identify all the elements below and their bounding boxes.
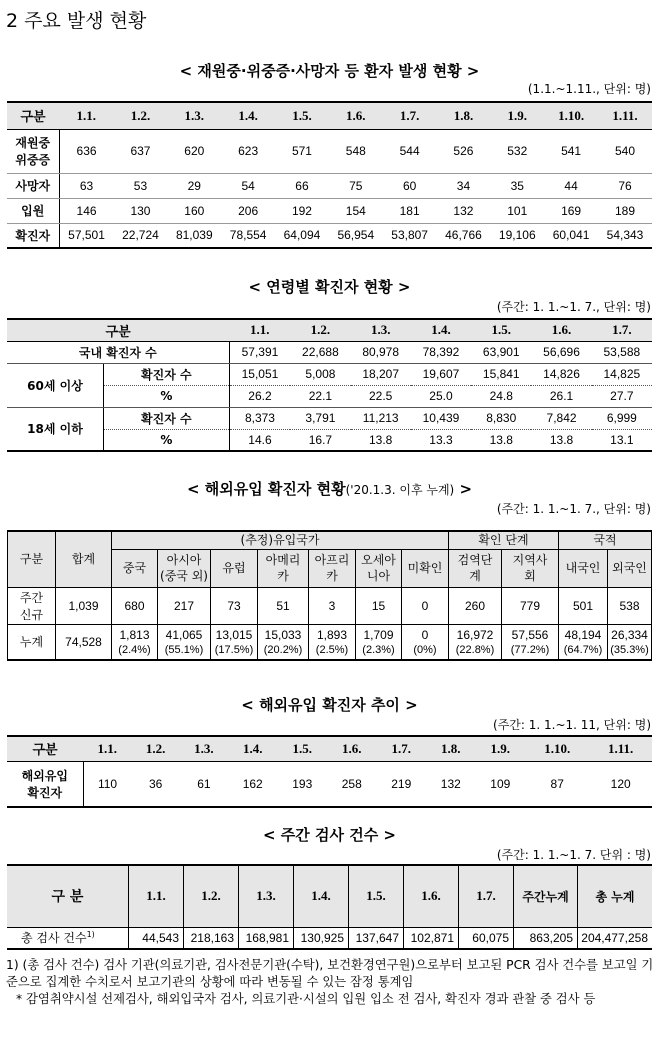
cell: 13.8 xyxy=(471,429,531,451)
cell: 60,041 xyxy=(544,223,598,248)
cell: 57,501 xyxy=(59,223,114,248)
row-label xyxy=(7,761,83,807)
cell: 57,391 xyxy=(229,341,290,363)
cell: 132 xyxy=(437,198,491,223)
cell: 78,554 xyxy=(221,223,275,248)
cell: 541 xyxy=(544,129,598,173)
cell-pct: (17.5%) xyxy=(214,643,254,656)
cell-pct: (20.2%) xyxy=(263,643,303,656)
age-header-cell: 1.6. xyxy=(531,319,591,341)
cell: 22.5 xyxy=(351,385,411,407)
cell: 102,871 xyxy=(404,927,459,949)
header-cell: 총 누계 xyxy=(578,865,653,927)
row-label: 입원 xyxy=(7,198,59,223)
header-cell: 구분 xyxy=(8,531,56,587)
cell: 120 xyxy=(610,776,631,791)
header-cell xyxy=(449,549,502,587)
table-row xyxy=(7,173,652,198)
severe-header-cell: 1.6. xyxy=(329,102,383,129)
cell: 132 xyxy=(440,776,461,791)
cell: 14.6 xyxy=(229,429,290,451)
header-cell xyxy=(158,549,211,587)
cell-value: 1,813 xyxy=(119,627,150,642)
cell-value: 13,015 xyxy=(215,627,253,642)
imported-title-main: < 해외유입 확진자 현황 xyxy=(186,480,346,498)
severe-header-cell: 구분 xyxy=(7,102,59,129)
header-line: (중국 외) xyxy=(160,569,208,583)
cell: 15,841 xyxy=(471,363,531,385)
age-header-cell: 1.1. xyxy=(229,319,290,341)
table-row xyxy=(7,341,652,363)
cell: 206 xyxy=(221,198,275,223)
header-cell: 구분 xyxy=(7,736,83,761)
cell: 863,205 xyxy=(514,927,578,949)
cell-value: 1,709 xyxy=(363,627,394,642)
cell xyxy=(449,624,502,660)
cell: 532 xyxy=(490,129,544,173)
cell-pct: (22.8%) xyxy=(455,643,495,656)
row-label: 확진자 xyxy=(7,223,59,248)
cell: 75 xyxy=(329,173,383,198)
header-cell: 1.3. xyxy=(180,736,228,761)
severe-header-cell: 1.1. xyxy=(59,102,114,129)
cell: 46,766 xyxy=(437,223,491,248)
cell: 19,106 xyxy=(490,223,544,248)
footnotes xyxy=(6,957,656,1008)
header-cell: 1.11. xyxy=(589,736,652,761)
cell: 623 xyxy=(221,129,275,173)
cell: 169 xyxy=(544,198,598,223)
cell: 22.1 xyxy=(290,385,350,407)
cell: 53 xyxy=(114,173,168,198)
cell: 54 xyxy=(221,173,275,198)
imported-table-unit: (주간: 1. 1.~1. 7., 단위: 명) xyxy=(496,502,651,516)
severe-header-cell: 1.11. xyxy=(598,102,652,129)
cell: 620 xyxy=(167,129,221,173)
table-row xyxy=(7,385,652,407)
cell: 260 xyxy=(449,587,502,624)
row-label: 누계 xyxy=(8,624,56,660)
age-header-cell: 1.5. xyxy=(471,319,531,341)
severe-table-title: < 재원중·위중증·사망자 등 환자 발생 현황 > xyxy=(179,62,480,80)
cell: 27.7 xyxy=(592,385,652,407)
header-line: 카 xyxy=(326,569,338,583)
cell: 6,999 xyxy=(592,407,652,429)
cell: 109 xyxy=(490,776,511,791)
age-header-cell: 1.3. xyxy=(351,319,411,341)
header-cell: 1.1. xyxy=(129,865,184,927)
header-cell: 1.10. xyxy=(525,736,589,761)
header-cell xyxy=(258,549,309,587)
age-header-cell: 1.2. xyxy=(290,319,350,341)
cell-pct: (2.3%) xyxy=(362,643,395,656)
cell: 74,528 xyxy=(56,624,112,660)
sub-label: 확진자 수 xyxy=(104,407,230,429)
cell: 538 xyxy=(608,587,652,624)
table-row xyxy=(7,407,652,429)
sub-label: % xyxy=(104,385,230,407)
cell: 146 xyxy=(59,198,114,223)
header-cell: 1.5. xyxy=(277,736,327,761)
cell: 22,688 xyxy=(290,341,350,363)
group-label: 18세 이하 xyxy=(7,407,104,451)
header-cell: 1.1. xyxy=(83,736,132,761)
cell: 13.8 xyxy=(351,429,411,451)
cell: 73 xyxy=(211,587,258,624)
cell: 7,842 xyxy=(531,407,591,429)
cell: 154 xyxy=(329,198,383,223)
tests-table-unit: (주간: 1. 1.~1. 7. 단위 : 명) xyxy=(496,848,651,862)
header-cell: 1.3. xyxy=(239,865,294,927)
group-label: 60세 이상 xyxy=(7,363,104,407)
header-cell: 1.9. xyxy=(476,736,526,761)
cell: 130,925 xyxy=(294,927,349,949)
imported-table-title xyxy=(0,478,659,499)
cell: 44 xyxy=(544,173,598,198)
cell: 14,826 xyxy=(531,363,591,385)
cell: 137,647 xyxy=(349,927,404,949)
header-line: 아프리 xyxy=(314,553,350,567)
tests-table xyxy=(7,864,652,950)
cell xyxy=(211,624,258,660)
cell: 130 xyxy=(114,198,168,223)
cell: 15 xyxy=(356,587,402,624)
tests-table-title: < 주간 검사 건수 > xyxy=(263,826,396,844)
cell xyxy=(112,624,158,660)
cell: 53,588 xyxy=(592,341,652,363)
cell: 193 xyxy=(292,776,313,791)
cell: 637 xyxy=(114,129,168,173)
cell-pct: (2.5%) xyxy=(315,643,349,656)
cell: 34 xyxy=(437,173,491,198)
severe-table-unit: (1.1.~1.11., 단위: 명) xyxy=(527,82,651,96)
cell: 87 xyxy=(550,776,564,791)
cell: 56,954 xyxy=(329,223,383,248)
cell: 35 xyxy=(490,173,544,198)
cell: 22,724 xyxy=(114,223,168,248)
table-row xyxy=(8,587,652,624)
header-cell: 미확인 xyxy=(402,549,449,587)
header-line: 카 xyxy=(277,569,289,583)
cell-value: 1,893 xyxy=(316,627,348,642)
cell-value: 15,033 xyxy=(264,627,302,642)
cell: 219 xyxy=(391,776,412,791)
table-row xyxy=(7,129,652,173)
cell: 636 xyxy=(59,129,114,173)
cell: 25.0 xyxy=(411,385,471,407)
cell: 10,439 xyxy=(411,407,471,429)
header-cell: 확인 단계 xyxy=(449,531,559,549)
header-cell xyxy=(502,549,559,587)
cell: 11,213 xyxy=(351,407,411,429)
header-cell: 외국인 xyxy=(608,549,652,587)
trend-header-row xyxy=(7,736,652,761)
imported-title-end: > xyxy=(454,480,473,498)
header-line: 아시아 xyxy=(166,553,202,567)
cell: 18,207 xyxy=(351,363,411,385)
footnote-1: 1) (총 검사 건수) 검사 기관(의료기관, 검사전문기관(수탁), 보건환경연구원)으로부터 보고된 PCR 검사 건수를 보고일 기준으로 집계한 수치로서 보고기관의 상황에 따라 변동될 수 있는 잠정 통계임 xyxy=(6,958,654,989)
cell: 19,607 xyxy=(411,363,471,385)
cell-pct: (0%) xyxy=(413,643,437,656)
cell: 217 xyxy=(158,587,211,624)
cell: 501 xyxy=(559,587,608,624)
cell xyxy=(356,624,402,660)
sub-label: % xyxy=(104,429,230,451)
cell: 78,392 xyxy=(411,341,471,363)
table-row xyxy=(7,927,652,949)
imported-table xyxy=(7,530,652,661)
header-line: 니아 xyxy=(366,569,391,583)
header-cell: 1.4. xyxy=(228,736,278,761)
cell: 26.2 xyxy=(229,385,290,407)
age-table xyxy=(7,318,652,452)
cell: 5,008 xyxy=(290,363,350,385)
header-cell: 1.7. xyxy=(459,865,514,927)
cell-value: 26,334 xyxy=(611,627,648,642)
cell-value: 16,972 xyxy=(456,627,494,642)
header-cell: 1.4. xyxy=(294,865,349,927)
cell-pct: (64.7%) xyxy=(563,643,603,656)
cell: 56,696 xyxy=(531,341,591,363)
row-label-line: 주간 xyxy=(19,590,44,605)
cell: 526 xyxy=(437,129,491,173)
header-line: 검역단 xyxy=(457,553,493,567)
severe-header-cell: 1.5. xyxy=(275,102,329,129)
imported-header-row xyxy=(8,531,652,549)
cell: 540 xyxy=(598,129,652,173)
cell: 29 xyxy=(167,173,221,198)
cell xyxy=(502,624,559,660)
cell xyxy=(402,624,449,660)
cell: 54,343 xyxy=(598,223,652,248)
severe-header-cell: 1.4. xyxy=(221,102,275,129)
cell: 189 xyxy=(598,198,652,223)
header-line: 오세아 xyxy=(361,553,396,567)
cell xyxy=(258,624,309,660)
header-cell: 내국인 xyxy=(559,549,608,587)
cell: 8,830 xyxy=(471,407,531,429)
header-cell: 1.5. xyxy=(349,865,404,927)
cell xyxy=(608,624,652,660)
cell: 60,075 xyxy=(459,927,514,949)
cell-pct: (35.3%) xyxy=(610,643,649,656)
cell: 64,094 xyxy=(275,223,329,248)
header-cell: 주간누계 xyxy=(514,865,578,927)
row-label: 사망자 xyxy=(7,173,59,198)
cell: 63 xyxy=(59,173,114,198)
age-table-unit: (주간: 1. 1.~1. 7., 단위: 명) xyxy=(496,300,651,314)
cell: 1,039 xyxy=(56,587,112,624)
cell: 160 xyxy=(167,198,221,223)
trend-table xyxy=(7,735,652,808)
footnote-ref: 1) xyxy=(86,930,95,940)
severe-table xyxy=(7,101,652,249)
severe-header-cell: 1.8. xyxy=(437,102,491,129)
cell-pct: (77.2%) xyxy=(510,643,550,656)
row-label-line: 재원중 xyxy=(15,136,51,150)
header-cell: 중국 xyxy=(112,549,158,587)
cell: 13.3 xyxy=(411,429,471,451)
row-label xyxy=(7,927,129,949)
row-label-line: 해외유입 xyxy=(21,768,68,783)
header-cell: 1.2. xyxy=(132,736,180,761)
cell: 8,373 xyxy=(229,407,290,429)
section-heading: 2 주요 발생 현황 xyxy=(6,10,147,32)
age-table-title: < 연령별 확진자 현황 > xyxy=(248,278,411,296)
cell: 80,978 xyxy=(351,341,411,363)
header-cell: 구 분 xyxy=(7,865,129,927)
cell-value: 57,556 xyxy=(511,627,549,642)
cell: 51 xyxy=(258,587,309,624)
row-label-line: 확진자 xyxy=(27,785,63,800)
cell: 3 xyxy=(309,587,356,624)
table-row xyxy=(7,223,652,248)
sub-label: 확진자 수 xyxy=(104,363,230,385)
cell: 544 xyxy=(383,129,437,173)
cell: 81,039 xyxy=(167,223,221,248)
cell: 680 xyxy=(112,587,158,624)
cell-pct: (55.1%) xyxy=(164,643,204,656)
age-header-cell: 1.4. xyxy=(411,319,471,341)
cell: 13.8 xyxy=(531,429,591,451)
cell: 548 xyxy=(329,129,383,173)
table-row xyxy=(7,761,652,807)
cell: 13.1 xyxy=(592,429,652,451)
cell xyxy=(158,624,211,660)
header-cell xyxy=(356,549,402,587)
cell: 44,543 xyxy=(129,927,184,949)
cell: 3,791 xyxy=(290,407,350,429)
tests-header-row xyxy=(7,865,652,927)
age-header-cell: 1.7. xyxy=(592,319,652,341)
header-cell: 1.6. xyxy=(404,865,459,927)
header-cell: 국적 xyxy=(559,531,652,549)
row-label-text: 총 검사 건수 xyxy=(21,931,87,946)
trend-table-title: < 해외유입 확진자 추이 > xyxy=(241,696,418,714)
row-label: 국내 확진자 수 xyxy=(7,341,229,363)
header-cell xyxy=(309,549,356,587)
cell: 218,163 xyxy=(184,927,239,949)
table-row xyxy=(8,624,652,660)
header-cell: 유럽 xyxy=(211,549,258,587)
header-line: 회 xyxy=(524,569,536,583)
cell: 168,981 xyxy=(239,927,294,949)
cell-value: 0 xyxy=(421,627,429,642)
header-cell: 합계 xyxy=(56,531,112,587)
header-cell: (추정)유입국가 xyxy=(112,531,449,549)
row-label-line: 신규 xyxy=(19,607,44,622)
cell: 16.7 xyxy=(290,429,350,451)
cell: 779 xyxy=(502,587,559,624)
cell xyxy=(559,624,608,660)
header-cell: 1.2. xyxy=(184,865,239,927)
table-row xyxy=(7,198,652,223)
severe-header-cell: 1.7. xyxy=(383,102,437,129)
header-cell: 1.8. xyxy=(426,736,476,761)
row-label-line: 위중증 xyxy=(15,153,51,167)
cell: 0 xyxy=(402,587,449,624)
table-row xyxy=(7,429,652,451)
trend-table-unit: (주간: 1. 1.~1. 11, 단위: 명) xyxy=(493,718,651,732)
header-line: 아메리 xyxy=(265,553,301,567)
severe-header-cell: 1.9. xyxy=(490,102,544,129)
cell: 24.8 xyxy=(471,385,531,407)
table-row xyxy=(7,363,652,385)
cell: 61 xyxy=(197,776,211,791)
cell: 101 xyxy=(490,198,544,223)
severe-header-cell: 1.2. xyxy=(114,102,168,129)
header-cell: 1.6. xyxy=(327,736,377,761)
cell: 15,051 xyxy=(229,363,290,385)
footnote-2: * 감염취약시설 선제검사, 해외입국자 검사, 의료기관·시설의 입원 입소 전 검사, 확진자 경과 관찰 중 검사 등 xyxy=(16,992,596,1006)
cell: 14,825 xyxy=(592,363,652,385)
row-label xyxy=(8,587,56,624)
severe-header-cell: 1.3. xyxy=(167,102,221,129)
header-cell: 1.7. xyxy=(377,736,427,761)
cell: 162 xyxy=(242,776,263,791)
cell: 571 xyxy=(275,129,329,173)
cell: 36 xyxy=(148,776,163,791)
cell: 204,477,258 xyxy=(581,930,648,945)
cell: 26.1 xyxy=(531,385,591,407)
cell xyxy=(309,624,356,660)
cell: 66 xyxy=(275,173,329,198)
severe-header-cell: 1.10. xyxy=(544,102,598,129)
cell: 53,807 xyxy=(383,223,437,248)
row-label xyxy=(7,129,59,173)
header-line: 계 xyxy=(469,569,481,583)
age-header-row xyxy=(7,319,652,341)
cell: 110 xyxy=(97,776,118,791)
cell: 60 xyxy=(383,173,437,198)
imported-title-sub: ('20.1.3. 이후 누계) xyxy=(345,483,455,497)
cell: 76 xyxy=(598,173,652,198)
severe-header-row xyxy=(7,102,652,129)
cell-value: 41,065 xyxy=(165,627,203,642)
cell-pct: (2.4%) xyxy=(118,643,151,656)
age-header-cell: 구분 xyxy=(7,319,229,341)
cell: 192 xyxy=(275,198,329,223)
cell: 63,901 xyxy=(471,341,531,363)
header-line: 지역사 xyxy=(512,553,548,567)
cell: 181 xyxy=(383,198,437,223)
cell: 258 xyxy=(341,776,362,791)
cell-value: 48,194 xyxy=(564,627,602,642)
